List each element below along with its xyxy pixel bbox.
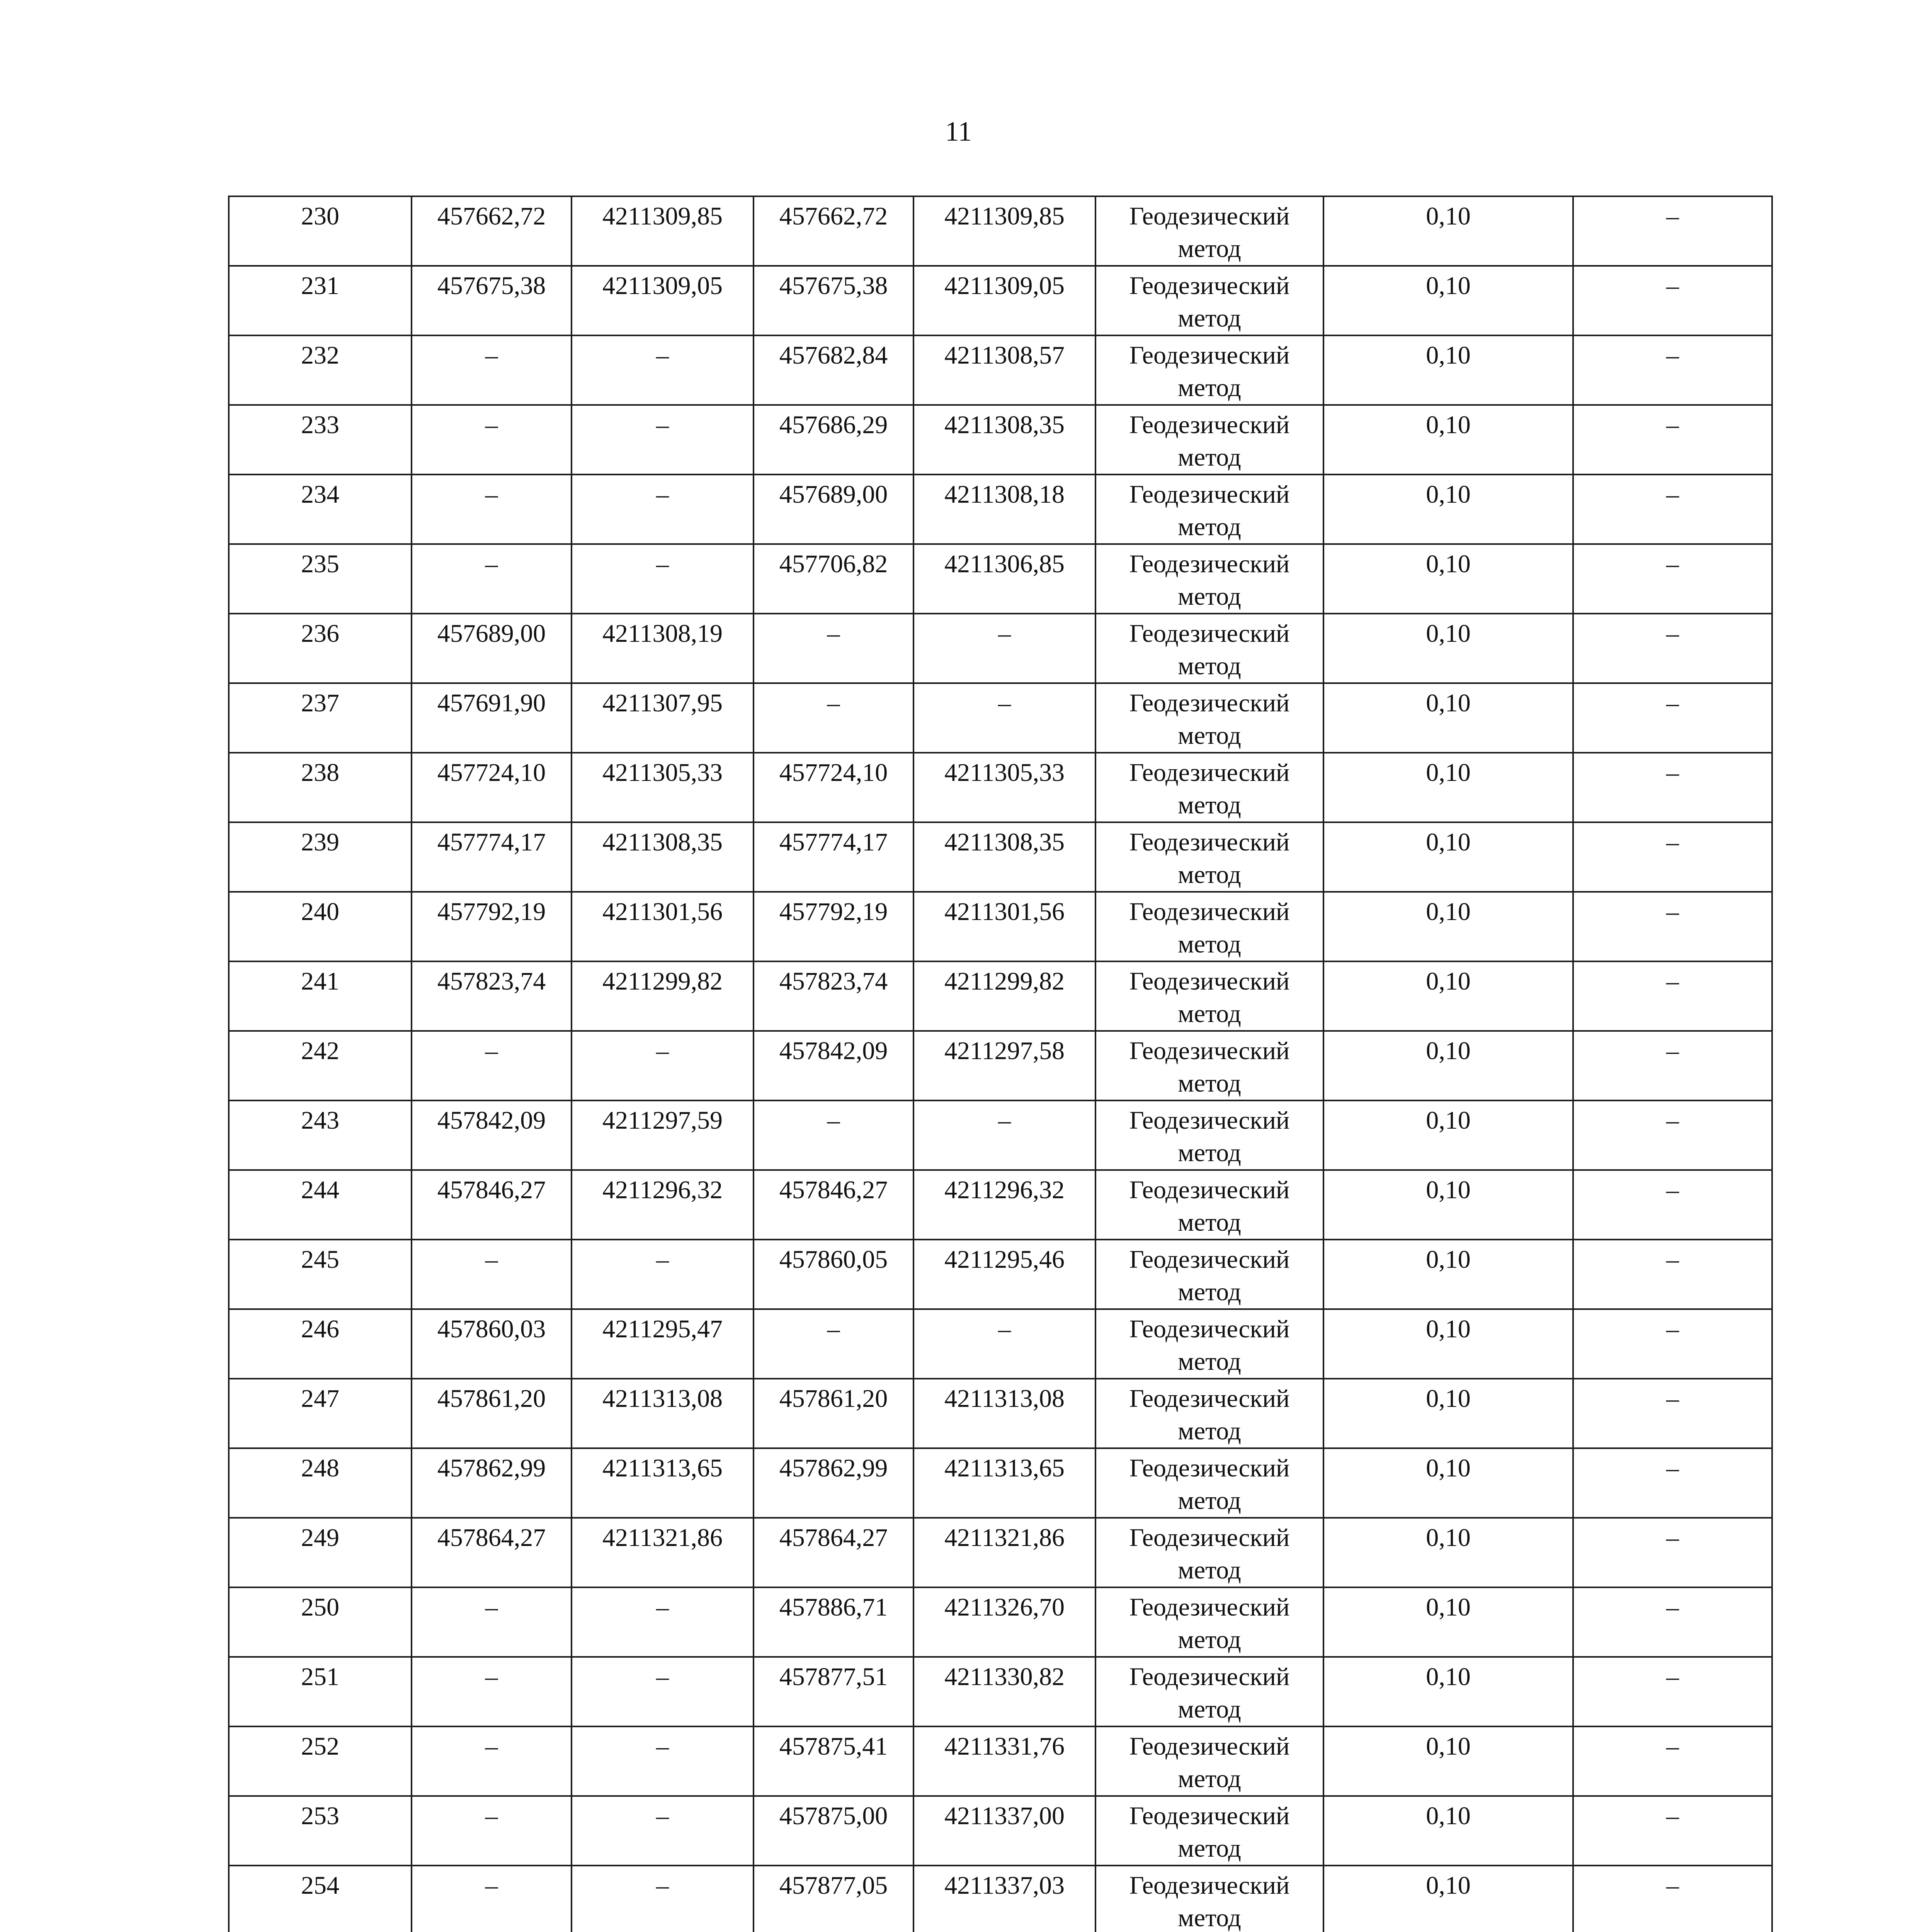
existing-x-cell: 457860,03 (412, 1309, 572, 1379)
point-number-cell: 247 (229, 1379, 412, 1448)
note-cell: – (1573, 1031, 1772, 1100)
existing-y-cell: 4211297,59 (572, 1100, 754, 1170)
method-line-1: Геодезический (1129, 1663, 1290, 1691)
existing-y-cell: – (572, 1031, 754, 1100)
new-x-cell: 457886,71 (754, 1587, 913, 1657)
new-x-cell: – (754, 1100, 913, 1170)
new-x-cell: 457774,17 (754, 822, 913, 892)
existing-y-cell: – (572, 544, 754, 614)
method-line-2: метод (1178, 1765, 1241, 1793)
method-cell (1095, 683, 1323, 753)
existing-x-cell: – (412, 474, 572, 544)
existing-y-cell: 4211296,32 (572, 1170, 754, 1240)
existing-x-cell: 457861,20 (412, 1379, 572, 1448)
existing-x-cell: – (412, 544, 572, 614)
existing-y-cell: 4211308,19 (572, 614, 754, 683)
method-line-2: метод (1178, 1695, 1241, 1723)
method-cell (1095, 1796, 1323, 1866)
new-x-cell: 457792,19 (754, 892, 913, 961)
point-number-cell: 231 (229, 266, 412, 335)
point-number-cell: 230 (229, 196, 412, 266)
method-cell (1095, 892, 1323, 961)
accuracy-cell: 0,10 (1323, 474, 1573, 544)
new-x-cell: 457846,27 (754, 1170, 913, 1240)
new-y-cell: 4211337,00 (913, 1796, 1095, 1866)
point-number-cell: 241 (229, 961, 412, 1031)
new-x-cell: – (754, 1309, 913, 1379)
point-number-cell: 245 (229, 1240, 412, 1309)
coordinates-table (228, 196, 1773, 1932)
existing-x-cell: – (412, 1657, 572, 1726)
note-cell: – (1573, 683, 1772, 753)
table-row (229, 1796, 1772, 1866)
method-cell (1095, 961, 1323, 1031)
new-y-cell: 4211308,35 (913, 822, 1095, 892)
existing-y-cell: – (572, 1796, 754, 1866)
accuracy-cell: 0,10 (1323, 1518, 1573, 1587)
new-y-cell: 4211331,76 (913, 1726, 1095, 1796)
new-y-cell: 4211305,33 (913, 753, 1095, 822)
new-x-cell: 457706,82 (754, 544, 913, 614)
new-x-cell: 457823,74 (754, 961, 913, 1031)
existing-y-cell: – (572, 474, 754, 544)
table-row (229, 683, 1772, 753)
new-x-cell: 457842,09 (754, 1031, 913, 1100)
method-cell (1095, 1100, 1323, 1170)
accuracy-cell: 0,10 (1323, 1657, 1573, 1726)
page-number: 11 (945, 116, 972, 147)
new-y-cell: 4211308,18 (913, 474, 1095, 544)
existing-y-cell: – (572, 1866, 754, 1932)
accuracy-cell: 0,10 (1323, 1309, 1573, 1379)
new-x-cell: 457877,05 (754, 1866, 913, 1932)
point-number-cell: 254 (229, 1866, 412, 1932)
table-row (229, 544, 1772, 614)
existing-x-cell: 457675,38 (412, 266, 572, 335)
new-x-cell: 457689,00 (754, 474, 913, 544)
new-x-cell: 457682,84 (754, 335, 913, 405)
method-line-1: Геодезический (1129, 1176, 1290, 1204)
point-number-cell: 253 (229, 1796, 412, 1866)
method-cell (1095, 474, 1323, 544)
existing-x-cell: 457662,72 (412, 196, 572, 266)
note-cell: – (1573, 1726, 1772, 1796)
table-row (229, 1309, 1772, 1379)
table-row (229, 1240, 1772, 1309)
existing-x-cell: – (412, 1796, 572, 1866)
table-row (229, 196, 1772, 266)
note-cell: – (1573, 196, 1772, 266)
existing-x-cell: 457862,99 (412, 1448, 572, 1518)
new-y-cell: 4211301,56 (913, 892, 1095, 961)
existing-y-cell: 4211301,56 (572, 892, 754, 961)
point-number-cell: 237 (229, 683, 412, 753)
accuracy-cell: 0,10 (1323, 196, 1573, 266)
existing-y-cell: – (572, 1726, 754, 1796)
method-cell (1095, 753, 1323, 822)
table-row (229, 405, 1772, 474)
method-cell (1095, 1518, 1323, 1587)
accuracy-cell: 0,10 (1323, 753, 1573, 822)
accuracy-cell: 0,10 (1323, 405, 1573, 474)
new-x-cell: 457862,99 (754, 1448, 913, 1518)
table-row (229, 1031, 1772, 1100)
note-cell: – (1573, 1240, 1772, 1309)
point-number-cell: 243 (229, 1100, 412, 1170)
existing-y-cell: – (572, 335, 754, 405)
table-row (229, 1587, 1772, 1657)
point-number-cell: 233 (229, 405, 412, 474)
point-number-cell: 238 (229, 753, 412, 822)
method-line-2: метод (1178, 930, 1241, 958)
method-line-1: Геодезический (1129, 898, 1290, 926)
method-line-2: метод (1178, 721, 1241, 750)
method-line-2: метод (1178, 1278, 1241, 1306)
method-cell (1095, 1170, 1323, 1240)
note-cell: – (1573, 266, 1772, 335)
new-x-cell: 457875,41 (754, 1726, 913, 1796)
existing-x-cell: – (412, 1587, 572, 1657)
new-y-cell: 4211309,05 (913, 266, 1095, 335)
existing-y-cell: 4211295,47 (572, 1309, 754, 1379)
existing-x-cell: 457724,10 (412, 753, 572, 822)
accuracy-cell: 0,10 (1323, 1448, 1573, 1518)
new-y-cell: 4211326,70 (913, 1587, 1095, 1657)
method-cell (1095, 1448, 1323, 1518)
new-x-cell: 457662,72 (754, 196, 913, 266)
existing-y-cell: 4211309,05 (572, 266, 754, 335)
accuracy-cell: 0,10 (1323, 335, 1573, 405)
method-cell (1095, 1309, 1323, 1379)
existing-x-cell: 457823,74 (412, 961, 572, 1031)
note-cell: – (1573, 405, 1772, 474)
table-row (229, 1657, 1772, 1726)
note-cell: – (1573, 822, 1772, 892)
method-line-2: метод (1178, 235, 1241, 263)
accuracy-cell: 0,10 (1323, 1866, 1573, 1932)
method-line-2: метод (1178, 791, 1241, 819)
method-line-1: Геодезический (1129, 341, 1290, 369)
method-cell (1095, 1726, 1323, 1796)
accuracy-cell: 0,10 (1323, 1240, 1573, 1309)
new-y-cell: 4211306,85 (913, 544, 1095, 614)
accuracy-cell: 0,10 (1323, 544, 1573, 614)
method-line-2: метод (1178, 1834, 1241, 1862)
table-row (229, 614, 1772, 683)
note-cell: – (1573, 614, 1772, 683)
new-y-cell: 4211296,32 (913, 1170, 1095, 1240)
note-cell: – (1573, 474, 1772, 544)
accuracy-cell: 0,10 (1323, 1100, 1573, 1170)
table-row (229, 1100, 1772, 1170)
existing-x-cell: – (412, 1240, 572, 1309)
method-cell (1095, 405, 1323, 474)
existing-y-cell: – (572, 1657, 754, 1726)
method-line-2: метод (1178, 1069, 1241, 1097)
point-number-cell: 234 (229, 474, 412, 544)
note-cell: – (1573, 335, 1772, 405)
table-body (229, 196, 1772, 1932)
new-x-cell: 457724,10 (754, 753, 913, 822)
existing-x-cell: 457774,17 (412, 822, 572, 892)
point-number-cell: 232 (229, 335, 412, 405)
existing-y-cell: 4211321,86 (572, 1518, 754, 1587)
new-x-cell: – (754, 683, 913, 753)
accuracy-cell: 0,10 (1323, 683, 1573, 753)
table-row (229, 1866, 1772, 1932)
method-cell (1095, 614, 1323, 683)
method-line-1: Геодезический (1129, 480, 1290, 509)
existing-x-cell: – (412, 335, 572, 405)
method-cell (1095, 335, 1323, 405)
existing-y-cell: – (572, 1240, 754, 1309)
existing-x-cell: 457691,90 (412, 683, 572, 753)
existing-x-cell: – (412, 405, 572, 474)
point-number-cell: 248 (229, 1448, 412, 1518)
existing-x-cell: – (412, 1866, 572, 1932)
existing-x-cell: 457842,09 (412, 1100, 572, 1170)
accuracy-cell: 0,10 (1323, 892, 1573, 961)
existing-y-cell: 4211309,85 (572, 196, 754, 266)
method-line-2: метод (1178, 1626, 1241, 1654)
existing-y-cell: 4211307,95 (572, 683, 754, 753)
accuracy-cell: 0,10 (1323, 614, 1573, 683)
method-line-2: метод (1178, 1347, 1241, 1376)
new-y-cell: 4211308,57 (913, 335, 1095, 405)
method-line-1: Геодезический (1129, 1384, 1290, 1413)
method-line-1: Геодезический (1129, 1802, 1290, 1830)
existing-y-cell: 4211299,82 (572, 961, 754, 1031)
method-cell (1095, 544, 1323, 614)
method-line-1: Геодезический (1129, 1106, 1290, 1134)
accuracy-cell: 0,10 (1323, 1379, 1573, 1448)
point-number-cell: 242 (229, 1031, 412, 1100)
new-x-cell: 457877,51 (754, 1657, 913, 1726)
method-line-1: Геодезический (1129, 1037, 1290, 1065)
new-y-cell: 4211330,82 (913, 1657, 1095, 1726)
method-line-1: Геодезический (1129, 1315, 1290, 1343)
method-line-1: Геодезический (1129, 619, 1290, 648)
new-y-cell: – (913, 683, 1095, 753)
table-row (229, 474, 1772, 544)
new-y-cell: 4211337,03 (913, 1866, 1095, 1932)
method-line-1: Геодезический (1129, 828, 1290, 856)
accuracy-cell: 0,10 (1323, 1796, 1573, 1866)
accuracy-cell: 0,10 (1323, 1031, 1573, 1100)
method-line-1: Геодезический (1129, 1593, 1290, 1621)
new-y-cell: 4211299,82 (913, 961, 1095, 1031)
method-cell (1095, 1657, 1323, 1726)
method-line-2: метод (1178, 1904, 1241, 1932)
method-line-2: метод (1178, 652, 1241, 680)
new-y-cell: – (913, 614, 1095, 683)
existing-x-cell: 457689,00 (412, 614, 572, 683)
table-row (229, 1170, 1772, 1240)
point-number-cell: 246 (229, 1309, 412, 1379)
existing-x-cell: 457864,27 (412, 1518, 572, 1587)
method-line-2: метод (1178, 304, 1241, 332)
note-cell: – (1573, 1657, 1772, 1726)
method-cell (1095, 822, 1323, 892)
method-cell (1095, 266, 1323, 335)
new-y-cell: 4211308,35 (913, 405, 1095, 474)
table-row (229, 1726, 1772, 1796)
new-x-cell: – (754, 614, 913, 683)
method-line-2: метод (1178, 1208, 1241, 1236)
method-line-1: Геодезический (1129, 202, 1290, 230)
method-line-1: Геодезический (1129, 411, 1290, 439)
existing-x-cell: 457792,19 (412, 892, 572, 961)
method-line-1: Геодезический (1129, 272, 1290, 300)
method-line-2: метод (1178, 1139, 1241, 1167)
point-number-cell: 236 (229, 614, 412, 683)
method-line-2: метод (1178, 443, 1241, 471)
table-row (229, 753, 1772, 822)
new-y-cell: 4211313,65 (913, 1448, 1095, 1518)
method-line-2: метод (1178, 1417, 1241, 1445)
accuracy-cell: 0,10 (1323, 1170, 1573, 1240)
method-cell (1095, 1031, 1323, 1100)
accuracy-cell: 0,10 (1323, 961, 1573, 1031)
method-line-1: Геодезический (1129, 689, 1290, 717)
method-cell (1095, 1587, 1323, 1657)
method-cell (1095, 1866, 1323, 1932)
new-x-cell: 457861,20 (754, 1379, 913, 1448)
method-line-1: Геодезический (1129, 759, 1290, 787)
new-y-cell: – (913, 1100, 1095, 1170)
table-row (229, 1448, 1772, 1518)
note-cell: – (1573, 544, 1772, 614)
note-cell: – (1573, 1518, 1772, 1587)
accuracy-cell: 0,10 (1323, 266, 1573, 335)
new-x-cell: 457860,05 (754, 1240, 913, 1309)
existing-y-cell: – (572, 405, 754, 474)
existing-x-cell: – (412, 1726, 572, 1796)
method-line-2: метод (1178, 1556, 1241, 1584)
point-number-cell: 251 (229, 1657, 412, 1726)
new-y-cell: 4211295,46 (913, 1240, 1095, 1309)
new-x-cell: 457675,38 (754, 266, 913, 335)
existing-y-cell: 4211305,33 (572, 753, 754, 822)
method-line-1: Геодезический (1129, 1454, 1290, 1482)
new-y-cell: 4211297,58 (913, 1031, 1095, 1100)
existing-y-cell: 4211313,65 (572, 1448, 754, 1518)
note-cell: – (1573, 753, 1772, 822)
existing-x-cell: – (412, 1031, 572, 1100)
method-line-1: Геодезический (1129, 1871, 1290, 1900)
existing-y-cell: 4211308,35 (572, 822, 754, 892)
existing-x-cell: 457846,27 (412, 1170, 572, 1240)
point-number-cell: 244 (229, 1170, 412, 1240)
note-cell: – (1573, 1796, 1772, 1866)
table-row (229, 335, 1772, 405)
table-row (229, 892, 1772, 961)
new-y-cell: 4211313,08 (913, 1379, 1095, 1448)
method-line-2: метод (1178, 1486, 1241, 1515)
point-number-cell: 249 (229, 1518, 412, 1587)
point-number-cell: 250 (229, 1587, 412, 1657)
table-row (229, 961, 1772, 1031)
table-row (229, 266, 1772, 335)
method-line-2: метод (1178, 1000, 1241, 1028)
method-line-2: метод (1178, 582, 1241, 611)
point-number-cell: 252 (229, 1726, 412, 1796)
method-line-1: Геодезический (1129, 1524, 1290, 1552)
method-line-1: Геодезический (1129, 550, 1290, 578)
new-y-cell: – (913, 1309, 1095, 1379)
note-cell: – (1573, 1448, 1772, 1518)
method-line-2: метод (1178, 513, 1241, 541)
note-cell: – (1573, 961, 1772, 1031)
note-cell: – (1573, 1587, 1772, 1657)
existing-y-cell: 4211313,08 (572, 1379, 754, 1448)
table-row (229, 1379, 1772, 1448)
note-cell: – (1573, 1100, 1772, 1170)
table-row (229, 822, 1772, 892)
table-row (229, 1518, 1772, 1587)
point-number-cell: 240 (229, 892, 412, 961)
method-line-1: Геодезический (1129, 967, 1290, 995)
note-cell: – (1573, 1866, 1772, 1932)
new-y-cell: 4211309,85 (913, 196, 1095, 266)
method-line-2: метод (1178, 374, 1241, 402)
method-cell (1095, 1379, 1323, 1448)
new-x-cell: 457875,00 (754, 1796, 913, 1866)
accuracy-cell: 0,10 (1323, 822, 1573, 892)
point-number-cell: 235 (229, 544, 412, 614)
method-cell (1095, 1240, 1323, 1309)
method-line-1: Геодезический (1129, 1732, 1290, 1760)
accuracy-cell: 0,10 (1323, 1726, 1573, 1796)
note-cell: – (1573, 1379, 1772, 1448)
existing-y-cell: – (572, 1587, 754, 1657)
point-number-cell: 239 (229, 822, 412, 892)
accuracy-cell: 0,10 (1323, 1587, 1573, 1657)
new-x-cell: 457864,27 (754, 1518, 913, 1587)
note-cell: – (1573, 1170, 1772, 1240)
new-y-cell: 4211321,86 (913, 1518, 1095, 1587)
note-cell: – (1573, 1309, 1772, 1379)
method-cell (1095, 196, 1323, 266)
note-cell: – (1573, 892, 1772, 961)
new-x-cell: 457686,29 (754, 405, 913, 474)
method-line-2: метод (1178, 861, 1241, 889)
method-line-1: Геодезический (1129, 1245, 1290, 1274)
